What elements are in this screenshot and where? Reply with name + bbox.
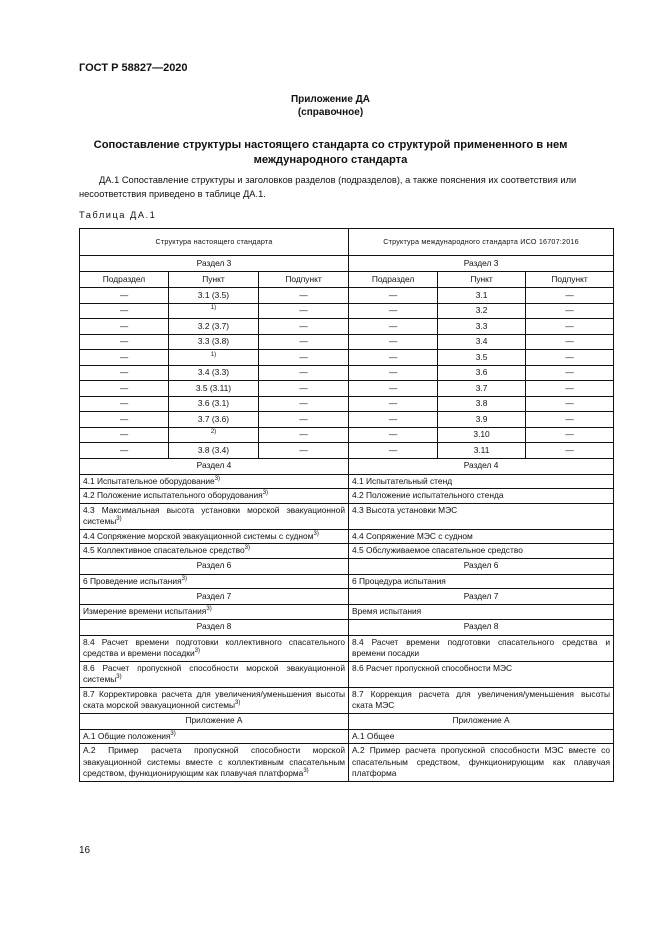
right-subpoint xyxy=(526,350,614,366)
left-entry xyxy=(80,574,349,589)
left-point xyxy=(169,365,259,381)
right-subpoint-text: — xyxy=(565,336,574,346)
sub-header-text: Подпункт xyxy=(285,273,322,284)
right-point-text: 3.3 xyxy=(475,320,488,331)
sub-header-text: Подраздел xyxy=(102,273,146,284)
left-point xyxy=(169,319,259,335)
left-entry-text: 8.7 Корректировка расчета для увеличения/уменьшения высоты ската морской эвакуационной системы xyxy=(83,688,346,710)
right-subsection xyxy=(349,396,438,412)
right-point-text: 3.10 xyxy=(473,429,490,439)
right-point xyxy=(438,412,526,428)
right-entry xyxy=(349,661,614,687)
paragraph-line-1: ДА.1 Сопоставление структуры и заголовков разделов (подразделов), а также пояснения их соответствия или xyxy=(99,175,577,185)
left-point xyxy=(169,443,259,459)
sub-header xyxy=(438,272,526,288)
footnote-ref: 3) xyxy=(116,674,122,681)
left-subsection xyxy=(80,350,169,366)
right-point xyxy=(438,303,526,319)
footnote-ref: 3) xyxy=(262,490,269,497)
left-point-text: 3.2 (3.7) xyxy=(197,320,230,331)
right-subpoint xyxy=(526,381,614,397)
table-row xyxy=(80,396,614,412)
left-subpoint-text: — xyxy=(299,367,308,377)
right-entry-text: 8.4 Расчет времени подготовки спасательного средства и времени посадки xyxy=(352,636,611,658)
footnote-ref: 3) xyxy=(244,545,251,552)
left-subpoint xyxy=(259,365,349,381)
right-subsection-text: — xyxy=(388,413,398,424)
section-label-right xyxy=(349,458,614,474)
left-point xyxy=(169,334,259,350)
right-subsection-text: — xyxy=(388,429,398,439)
right-entry-text: 4.2 Положение испытательного стенда xyxy=(352,490,504,500)
table-row xyxy=(80,365,614,381)
left-subpoint xyxy=(259,288,349,304)
right-point-text: 3.6 xyxy=(475,367,488,377)
section-label-left xyxy=(80,558,349,574)
right-subpoint-text: — xyxy=(565,367,574,377)
table-row xyxy=(80,503,614,529)
right-point-text: 3.2 xyxy=(475,305,488,315)
left-subpoint-text: — xyxy=(299,305,308,315)
table-row xyxy=(80,256,614,272)
table-row xyxy=(80,605,614,620)
left-subsection-text: — xyxy=(119,429,129,439)
right-subpoint xyxy=(526,443,614,459)
footnote-ref: 3) xyxy=(206,606,212,613)
right-subsection xyxy=(349,381,438,397)
table-row xyxy=(80,381,614,397)
right-subpoint-text: — xyxy=(565,429,574,439)
left-subsection-text: — xyxy=(119,367,129,377)
left-subpoint-text: — xyxy=(299,336,308,346)
left-subsection-text: — xyxy=(119,351,129,362)
left-subpoint-text: — xyxy=(299,351,308,362)
left-subpoint xyxy=(259,412,349,428)
left-subpoint xyxy=(259,350,349,366)
left-entry-text: Измерение времени испытания xyxy=(83,606,207,616)
right-subsection-text: — xyxy=(388,444,398,455)
sub-header-text: Пункт xyxy=(202,273,225,284)
table-row xyxy=(80,412,614,428)
table-row xyxy=(80,427,614,443)
right-entry-text: 4.3 Высота установки МЭС xyxy=(352,504,458,515)
right-subsection-text: — xyxy=(388,398,398,408)
left-entry-text: А.1 Общие положения xyxy=(83,730,171,741)
section-label-right-text: Раздел 7 xyxy=(463,590,499,601)
right-point-text: 3.11 xyxy=(473,444,490,455)
right-point-text: 3.1 xyxy=(475,289,488,300)
right-subpoint-text: — xyxy=(565,320,574,331)
right-subpoint xyxy=(526,303,614,319)
left-subsection xyxy=(80,396,169,412)
left-subsection-text: — xyxy=(119,336,129,346)
right-subpoint-text: — xyxy=(565,289,574,300)
left-subsection xyxy=(80,288,169,304)
section-label-left xyxy=(80,256,349,272)
column-head-right: Структура международного стандарта ИСО 16707:2016 xyxy=(349,229,614,256)
right-entry xyxy=(349,635,614,661)
right-entry-text: Время испытания xyxy=(352,606,422,616)
left-subsection xyxy=(80,319,169,335)
right-point xyxy=(438,396,526,412)
right-point-text: 3.9 xyxy=(475,413,488,424)
left-entry xyxy=(80,661,349,687)
right-point-text: 3.7 xyxy=(475,382,488,393)
footnote-ref: 3) xyxy=(313,530,319,537)
right-subsection-text: — xyxy=(388,289,398,300)
footnote-ref: 3) xyxy=(235,700,241,707)
left-point xyxy=(169,303,259,319)
left-subpoint-text: — xyxy=(299,320,308,331)
right-subpoint-text: — xyxy=(565,382,574,393)
right-subsection-text: — xyxy=(388,367,398,377)
left-subpoint-text: — xyxy=(299,444,308,455)
right-subpoint xyxy=(526,427,614,443)
right-entry xyxy=(349,503,614,529)
right-point-text: 3.4 xyxy=(475,336,488,346)
right-subpoint-text: — xyxy=(565,444,574,455)
table-row xyxy=(80,619,614,635)
right-point xyxy=(438,288,526,304)
right-entry xyxy=(349,474,614,489)
left-entry xyxy=(80,544,349,559)
left-subpoint xyxy=(259,443,349,459)
table-caption: Таблица ДА.1 xyxy=(79,210,157,220)
left-entry xyxy=(80,635,349,661)
appendix-note: (справочное) xyxy=(297,107,364,118)
right-subsection xyxy=(349,334,438,350)
table-row xyxy=(80,661,614,687)
sub-header xyxy=(259,272,349,288)
right-point xyxy=(438,443,526,459)
left-subsection xyxy=(80,303,169,319)
table-row xyxy=(80,319,614,335)
table-row xyxy=(80,713,614,729)
section-label-left xyxy=(80,619,349,635)
sub-header-text: Подпункт xyxy=(551,273,588,284)
table-row xyxy=(80,288,614,304)
section-label-right xyxy=(349,619,614,635)
right-entry-text: А.2 Пример расчета пропускной способности МЭС вместе со спасательным средством, функционирующим как плавучая платформа xyxy=(352,745,611,778)
section-label-left-text: Раздел 8 xyxy=(196,621,232,632)
right-subsection xyxy=(349,303,438,319)
right-subpoint-text: — xyxy=(565,305,574,315)
left-entry-text: 4.2 Положение испытательного оборудования xyxy=(83,490,263,500)
left-subpoint xyxy=(259,303,349,319)
right-subpoint xyxy=(526,288,614,304)
left-subsection-text: — xyxy=(119,305,129,315)
table-row xyxy=(80,744,614,782)
footnote-ref: 3) xyxy=(194,648,200,655)
section-label-right-text: Раздел 6 xyxy=(463,560,499,571)
table-row xyxy=(80,544,614,559)
right-subsection-text: — xyxy=(388,305,398,315)
right-entry xyxy=(349,544,614,559)
right-entry-text: 4.1 Испытательный стенд xyxy=(352,475,453,486)
section-label-right xyxy=(349,256,614,272)
left-point xyxy=(169,412,259,428)
left-subpoint xyxy=(259,427,349,443)
left-subpoint xyxy=(259,319,349,335)
right-point xyxy=(438,427,526,443)
right-subsection-text: — xyxy=(388,382,398,393)
left-entry xyxy=(80,729,349,744)
left-subsection-text: — xyxy=(119,444,129,455)
right-entry xyxy=(349,687,614,713)
intro-paragraph xyxy=(79,173,612,201)
section-label-right-text: Раздел 4 xyxy=(463,460,499,471)
left-subsection xyxy=(80,443,169,459)
comparison-table xyxy=(79,228,614,782)
right-entry-text: 8.7 Коррекция расчета для увеличения/уменьшения высоты ската МЭС xyxy=(352,688,611,710)
right-subpoint xyxy=(526,319,614,335)
right-subsection-text: — xyxy=(388,351,398,362)
footnote-ref: 2) xyxy=(210,429,217,436)
table-row xyxy=(80,474,614,489)
left-subsection-text: — xyxy=(119,382,129,393)
right-subpoint xyxy=(526,396,614,412)
left-point xyxy=(169,381,259,397)
left-entry-text: 4.4 Сопряжение морской эвакуационной системы с судном xyxy=(83,530,314,541)
right-entry xyxy=(349,529,614,544)
left-point-text: 3.7 (3.6) xyxy=(197,413,230,424)
right-entry-text: А.1 Общее xyxy=(352,730,395,741)
appendix-title: Приложение ДА xyxy=(290,94,371,105)
table-row xyxy=(80,687,614,713)
left-entry xyxy=(80,605,349,620)
left-entry-text: 8.4 Расчет времени подготовки коллективного спасательного средства и времени посадки xyxy=(83,636,346,658)
right-subpoint-text: — xyxy=(565,413,574,424)
right-subsection xyxy=(349,443,438,459)
column-head-left: Структура настоящего стандарта xyxy=(80,229,349,256)
right-point xyxy=(438,350,526,366)
heading-line-1: Сопоставление структуры настоящего стандарта со структурой примененного в нем xyxy=(93,139,568,151)
table-row xyxy=(80,589,614,605)
section-label-right-text: Раздел 3 xyxy=(463,257,499,268)
footnote-ref: 1) xyxy=(210,305,217,312)
left-entry-text: 4.1 Испытательное оборудование xyxy=(83,475,215,486)
right-subsection xyxy=(349,427,438,443)
right-point xyxy=(438,319,526,335)
left-subpoint xyxy=(259,396,349,412)
left-entry-text: А.2 Пример расчета пропускной способности морской эвакуационной системы вместе с коллективным спасательным средством, функционирующим как плавучая платформа xyxy=(83,745,346,778)
right-subpoint xyxy=(526,412,614,428)
table-row xyxy=(80,443,614,459)
right-point xyxy=(438,334,526,350)
right-subsection xyxy=(349,288,438,304)
sub-header xyxy=(349,272,438,288)
left-entry xyxy=(80,529,349,544)
right-entry xyxy=(349,574,614,589)
section-label-right-text: Приложение А xyxy=(452,715,510,726)
left-entry xyxy=(80,474,349,489)
left-subsection-text: — xyxy=(119,320,129,331)
table-row xyxy=(80,458,614,474)
right-entry-text: 4.5 Обслуживаемое спасательное средство xyxy=(352,545,523,555)
footnote-ref: 3) xyxy=(181,575,187,582)
sub-header xyxy=(80,272,169,288)
footnote-ref: 3) xyxy=(303,768,309,775)
left-entry-text: 4.5 Коллективное спасательное средство xyxy=(83,545,245,555)
section-label-left xyxy=(80,458,349,474)
right-subsection xyxy=(349,365,438,381)
left-entry xyxy=(80,503,349,529)
section-label-left-text: Приложение А xyxy=(185,715,243,726)
left-subsection-text: — xyxy=(119,398,129,408)
footnote-ref: 3) xyxy=(116,516,122,523)
section-label-right xyxy=(349,558,614,574)
right-entry-text: 4.4 Сопряжение МЭС с судном xyxy=(352,530,473,541)
footnote-ref: 1) xyxy=(210,351,217,358)
left-subsection xyxy=(80,334,169,350)
table-row xyxy=(80,303,614,319)
left-entry-text: 4.3 Максимальная высота установки морской эвакуационной системы xyxy=(83,504,346,526)
right-entry xyxy=(349,729,614,744)
left-subsection-text: — xyxy=(119,289,129,300)
left-entry xyxy=(80,489,349,504)
section-label-left xyxy=(80,589,349,605)
left-subpoint xyxy=(259,334,349,350)
left-subpoint-text: — xyxy=(299,289,308,300)
left-point-text: 3.5 (3.11) xyxy=(195,382,232,393)
right-subsection xyxy=(349,412,438,428)
table-row xyxy=(80,489,614,504)
section-label-right xyxy=(349,713,614,729)
left-subsection-text: — xyxy=(119,413,129,424)
right-subsection xyxy=(349,350,438,366)
left-entry-text: 8.6 Расчет пропускной способности морской эвакуационной системы xyxy=(83,662,346,684)
left-point xyxy=(169,288,259,304)
table-row xyxy=(80,350,614,366)
right-entry xyxy=(349,744,614,782)
left-subpoint xyxy=(259,381,349,397)
page-number: 16 xyxy=(79,845,91,856)
left-point xyxy=(169,427,259,443)
section-label-left-text: Раздел 7 xyxy=(196,590,232,601)
table-row xyxy=(80,729,614,744)
right-point-text: 3.8 xyxy=(475,398,488,408)
section-label-left-text: Раздел 3 xyxy=(196,257,232,268)
table-row xyxy=(80,574,614,589)
section-label-right-text: Раздел 8 xyxy=(463,621,499,632)
right-entry xyxy=(349,489,614,504)
left-subpoint-text: — xyxy=(299,413,308,424)
left-point xyxy=(169,396,259,412)
table-row xyxy=(80,334,614,350)
left-point xyxy=(169,350,259,366)
section-label-left xyxy=(80,713,349,729)
footnote-ref: 3) xyxy=(170,730,176,737)
left-point-text: 3.6 (3.1) xyxy=(197,398,230,408)
left-subpoint-text: — xyxy=(299,429,308,439)
right-subpoint xyxy=(526,365,614,381)
left-point-text: 3.4 (3.3) xyxy=(197,367,230,377)
left-point-text: 3.3 (3.8) xyxy=(197,336,230,346)
sub-header-text: Подраздел xyxy=(371,273,415,284)
left-subpoint-text: — xyxy=(299,382,308,393)
paragraph-line-2: несоответствия приведено в таблице ДА.1. xyxy=(79,189,266,199)
left-subsection xyxy=(80,365,169,381)
right-point-text: 3.5 xyxy=(475,351,488,362)
table-row xyxy=(80,635,614,661)
left-point-text: 3.1 (3.5) xyxy=(197,289,230,300)
right-entry-text: 8.6 Расчет пропускной способности МЭС xyxy=(352,662,513,673)
table-row xyxy=(80,529,614,544)
sub-header xyxy=(169,272,259,288)
right-subsection-text: — xyxy=(388,320,398,331)
right-entry-text: 6 Процедура испытания xyxy=(352,575,446,586)
document-header: ГОСТ Р 58827—2020 xyxy=(79,62,188,74)
left-subsection xyxy=(80,427,169,443)
left-subsection xyxy=(80,381,169,397)
right-subpoint-text: — xyxy=(565,398,574,408)
heading-line-2: международного стандарта xyxy=(253,154,408,166)
right-subsection xyxy=(349,319,438,335)
right-subsection-text: — xyxy=(388,336,398,346)
left-subsection xyxy=(80,412,169,428)
right-subpoint-text: — xyxy=(565,351,574,362)
section-label-right xyxy=(349,589,614,605)
left-entry xyxy=(80,687,349,713)
left-entry-text: 6 Проведение испытания xyxy=(83,575,182,586)
section-label-left-text: Раздел 6 xyxy=(196,560,232,571)
table-row xyxy=(80,558,614,574)
section-heading xyxy=(92,138,569,168)
footnote-ref: 3) xyxy=(214,475,221,482)
left-point-text: 3.8 (3.4) xyxy=(197,444,230,455)
right-point xyxy=(438,381,526,397)
section-label-left-text: Раздел 4 xyxy=(196,460,232,471)
sub-header xyxy=(526,272,614,288)
left-subpoint-text: — xyxy=(299,398,308,408)
right-point xyxy=(438,365,526,381)
sub-header-text: Пункт xyxy=(470,273,493,284)
right-entry xyxy=(349,605,614,620)
table-row xyxy=(80,272,614,288)
right-subpoint xyxy=(526,334,614,350)
left-entry xyxy=(80,744,349,782)
